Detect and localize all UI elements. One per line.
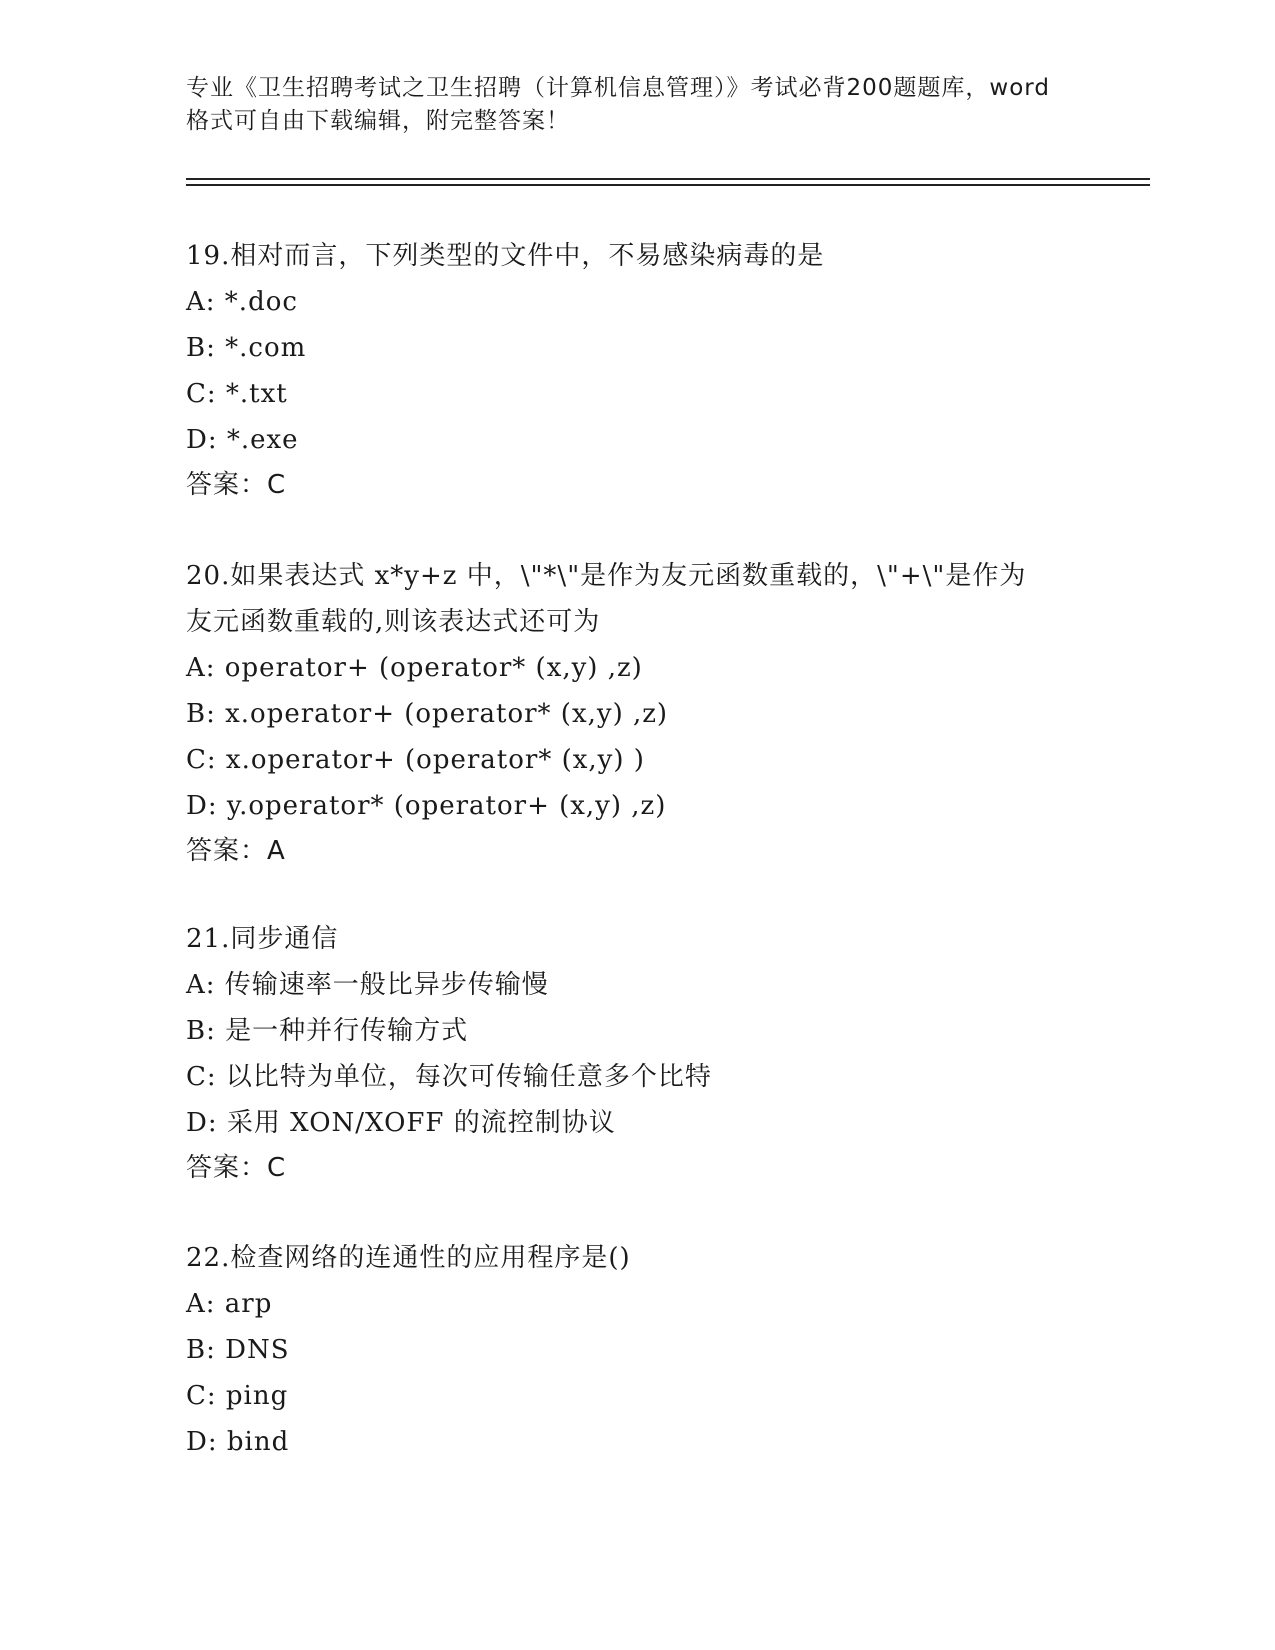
option-c: C: ping [186,1381,289,1411]
option-a: A: operator+ (operator* (x,y) ,z) [186,653,643,683]
option-c: C: 以比特为单位，每次可传输任意多个比特 [186,1062,712,1092]
document-header [186,72,1106,138]
option-c: C: *.txt [186,379,288,409]
option-b: B: DNS [186,1335,290,1365]
header-divider-bottom [186,184,1150,186]
question-21 [186,916,1126,1190]
question-stem: 21.同步通信 [186,924,339,954]
header-line-1: 专业《卫生招聘考试之卫生招聘（计算机信息管理）》考试必背200题题库，word [186,75,1050,101]
header-line-2: 格式可自由下载编辑，附完整答案！ [186,108,570,134]
question-stem-line-2: 友元函数重载的,则该表达式还可为 [186,607,601,637]
answer: 答案：C [186,470,287,500]
question-stem: 19.相对而言，下列类型的文件中，不易感染病毒的是 [186,241,825,271]
option-a: A: *.doc [186,287,298,317]
question-22 [186,1235,1126,1465]
option-d: D: *.exe [186,425,299,455]
option-a: A: arp [186,1289,273,1319]
question-20 [186,553,1126,873]
question-19 [186,233,1126,507]
option-d: D: bind [186,1427,290,1457]
option-b: B: 是一种并行传输方式 [186,1016,469,1046]
option-a: A: 传输速率一般比异步传输慢 [186,970,549,1000]
option-b: B: x.operator+ (operator* (x,y) ,z) [186,699,669,729]
option-c: C: x.operator+ (operator* (x,y) ) [186,745,645,775]
question-stem: 22.检查网络的连通性的应用程序是() [186,1243,631,1273]
answer: 答案：A [186,836,286,866]
option-b: B: *.com [186,333,307,363]
question-stem-line-1: 20.如果表达式 x*y+z 中，\"*\"是作为友元函数重载的，\"+\"是作为 [186,561,1027,591]
option-d: D: 采用 XON/XOFF 的流控制协议 [186,1108,616,1138]
header-divider-top [186,178,1150,180]
option-d: D: y.operator* (operator+ (x,y) ,z) [186,791,667,821]
answer: 答案：C [186,1153,287,1183]
